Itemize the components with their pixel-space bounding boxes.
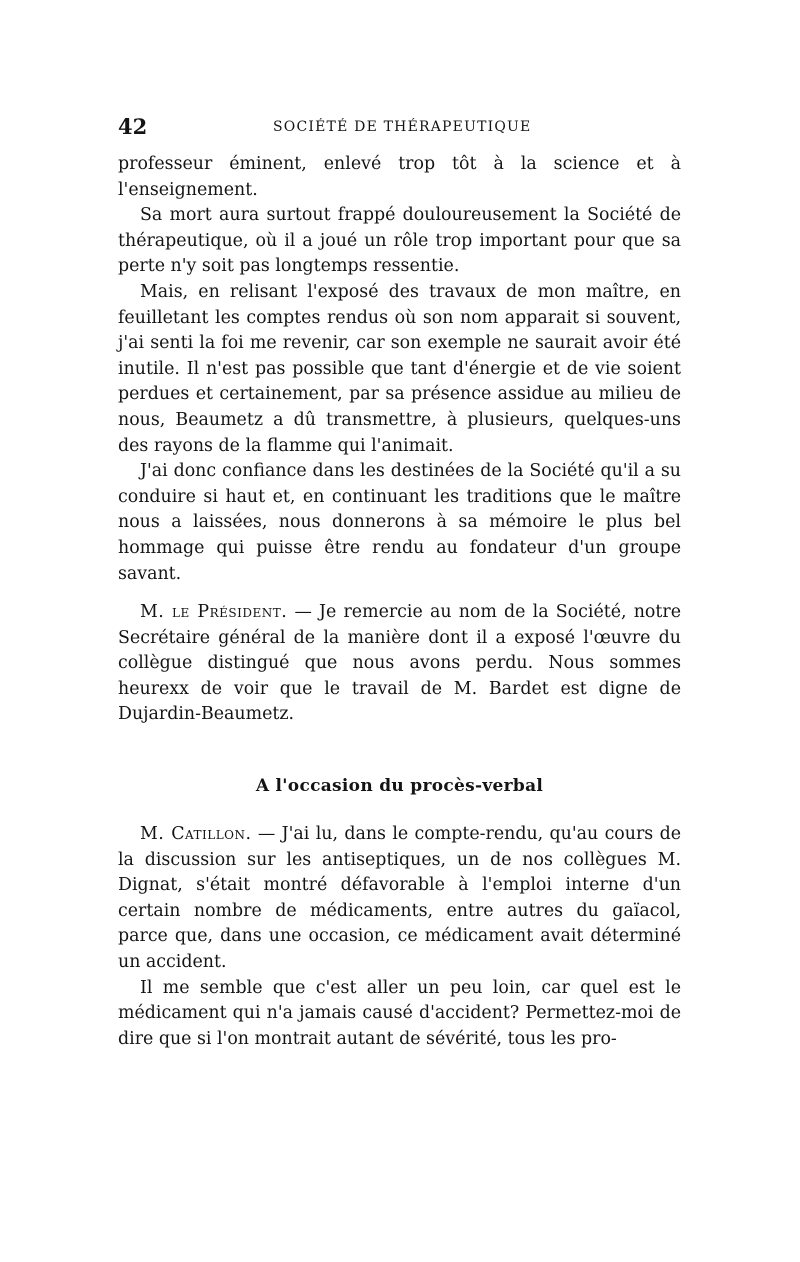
paragraph-president — [118, 600, 681, 728]
page-number: 42 — [118, 114, 148, 139]
catillon-remarks: — J'ai lu, dans le compte-rendu, qu'au cours de la discussion sur les antiseptiques, un de nos collègues M. Dignat, s'était montré défavorable à l'emploi interne d'un certain nombre de médicaments, entre autres du gaïacol, parce que, dans une occasion, ce médicament avait déterminé un accident. — [118, 824, 681, 972]
body-text-top — [118, 152, 681, 587]
paragraph-sa-mort: Sa mort aura surtout frappé douloureusement la Société de thérapeutique, où il a joué un rôle trop important pour que sa perte n'y soit pas longtemps ressentie. — [118, 205, 681, 277]
body-text-catillon — [118, 822, 681, 1052]
section-heading: A l'occasion du procès-verbal — [255, 776, 544, 796]
paragraph-mais-en-relisant: Mais, en relisant l'exposé des travaux de mon maître, en feuilletant les comptes rendus où son nom apparait si souvent, j'ai senti la foi me revenir, car son exemple ne saurait avoir été inutile. Il n'est pas possible que tant d'énergie et de vie soient perdues et certainement, par sa présence assidue au milieu de nous, Beaumetz a dû transmettre, à plusieurs, quelques-uns des rayons de la flamme qui l'animait. — [118, 281, 681, 456]
paragraph-jai-donc-confiance: J'ai donc confiance dans les destinées de la Société qu'il a su conduire si haut et, en continuant les traditions que le maître nous a laissées, nous donnerons à sa mémoire le plus bel hommage qui puisse être rendu au fondateur d'un groupe savant. — [118, 461, 681, 584]
speaker-catillon: M. Catillon. — [140, 824, 252, 844]
speaker-president: M. le Président. — [140, 602, 288, 622]
paragraph-il-me-semble: Il me semble que c'est aller un peu loin, car quel est le médicament qui n'a jamais causé d'accident? Permettez-moi de dire que si l'on montrait autant de sévérité, tous les pro- — [118, 977, 681, 1049]
president-remarks: — Je remercie au nom de la Société, notre Secrétaire général de la manière dont il a exposé l'œuvre du collègue distingué que nous avons perdu. Nous sommes heurexx de voir que le travail de M. Bardet est digne de Dujardin-Beaumetz. — [118, 602, 681, 725]
body-text-president — [118, 600, 681, 728]
running-title: SOCIÉTÉ DE THÉRAPEUTIQUE — [273, 119, 532, 135]
paragraph-continuation: professeur éminent, enlevé trop tôt à la science et à l'enseignement. — [118, 154, 681, 200]
running-header — [118, 114, 684, 140]
paragraph-catillon — [118, 822, 681, 976]
